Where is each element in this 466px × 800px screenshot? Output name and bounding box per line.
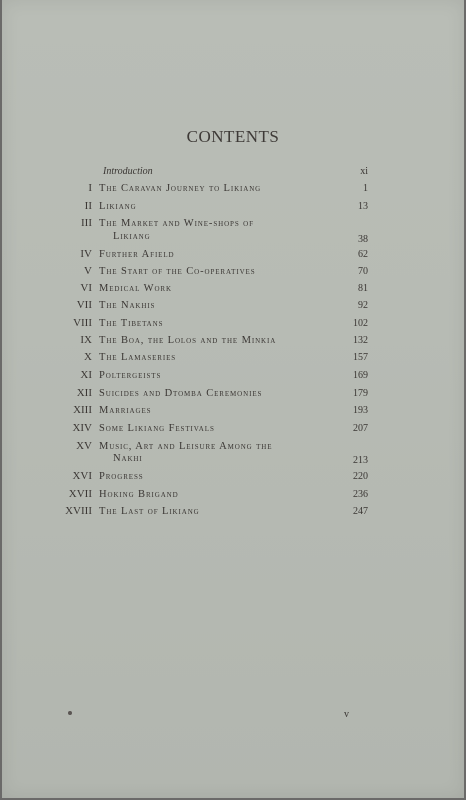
toc-entry-number: IV [80,248,92,260]
toc-entry-page: 247 [353,506,368,517]
footer-mark [68,711,72,715]
page-number: v [344,709,349,720]
toc-entry-number: X [84,351,92,363]
toc-entry-title: Progress [99,471,144,482]
toc-entry-page: 92 [358,300,368,311]
toc-entry-title: Introduction [103,166,153,177]
toc-entry-title: Medical Work [99,283,172,294]
toc-entry-page: 70 [358,266,368,277]
toc-entry-title: The Nakhis [99,300,156,311]
toc-entry-number: XVIII [65,505,92,517]
toc-entry-title: Hoking Brigand [99,489,179,500]
toc-entry-title: Suicides and Dtomba Ceremonies [99,388,263,399]
toc-entry-title: Likiang [99,201,137,212]
toc-entry-page: 62 [358,249,368,260]
toc-entry-title: Further Afield [99,249,175,260]
toc-entry-number: XII [76,387,92,399]
toc-entry-title-line2: Likiang [113,231,151,242]
toc-entry-title: The Lamaseries [99,352,177,363]
toc-entry-number: XV [76,440,92,452]
toc-entry-number: I [88,182,92,194]
toc-entry-page: 132 [353,335,368,346]
toc-entry-page: 220 [353,471,368,482]
toc-entry-number: XIV [72,422,92,434]
toc-entry-title: Poltergeists [99,370,162,381]
book-page [2,0,464,798]
toc-entry-page: 157 [353,352,368,363]
toc-entry-page: 193 [353,405,368,416]
toc-entry-number: VI [80,282,92,294]
toc-entry-page: 236 [353,489,368,500]
toc-entry-title: The Start of the Co-operatives [99,266,256,277]
toc-entry-title: The Caravan Journey to Likiang [99,183,262,194]
toc-entry-number: XIII [73,404,92,416]
toc-entry-number: XI [80,369,92,381]
toc-entry-title: Marriages [99,405,152,416]
toc-entry-page: 213 [353,455,368,466]
toc-entry-page: 81 [358,283,368,294]
toc-entry-number: II [84,200,92,212]
toc-entry-page: 102 [353,318,368,329]
toc-entry-number: XVI [72,470,92,482]
toc-entry-number: IX [80,334,92,346]
toc-entry-page: 179 [353,388,368,399]
toc-entry-title: The Last of Likiang [99,506,200,517]
toc-entry-title: The Boa, the Lolos and the Minkia [99,335,277,346]
toc-entry-page: 1 [363,183,368,194]
toc-entry-page: 207 [353,423,368,434]
table-of-contents [2,0,464,798]
toc-entry-page: 13 [358,201,368,212]
toc-entry-title: Music, Art and Leisure Among the [99,441,273,452]
toc-entry-number: XVII [68,488,92,500]
toc-entry-number: VIII [73,317,92,329]
toc-entry-page: 38 [358,234,368,245]
toc-entry-page: xi [360,166,368,177]
toc-entry-number: VII [76,299,92,311]
toc-entry-number: III [81,217,92,229]
toc-entry-page: 169 [353,370,368,381]
toc-entry-title: The Tibetans [99,318,164,329]
page-title: CONTENTS [186,127,280,146]
toc-entry-title-line2: Nakhi [113,453,143,464]
toc-entry-title: Some Likiang Festivals [99,423,215,434]
toc-entry-number: V [84,265,92,277]
toc-entry-title: The Market and Wine-shops of [99,218,254,229]
